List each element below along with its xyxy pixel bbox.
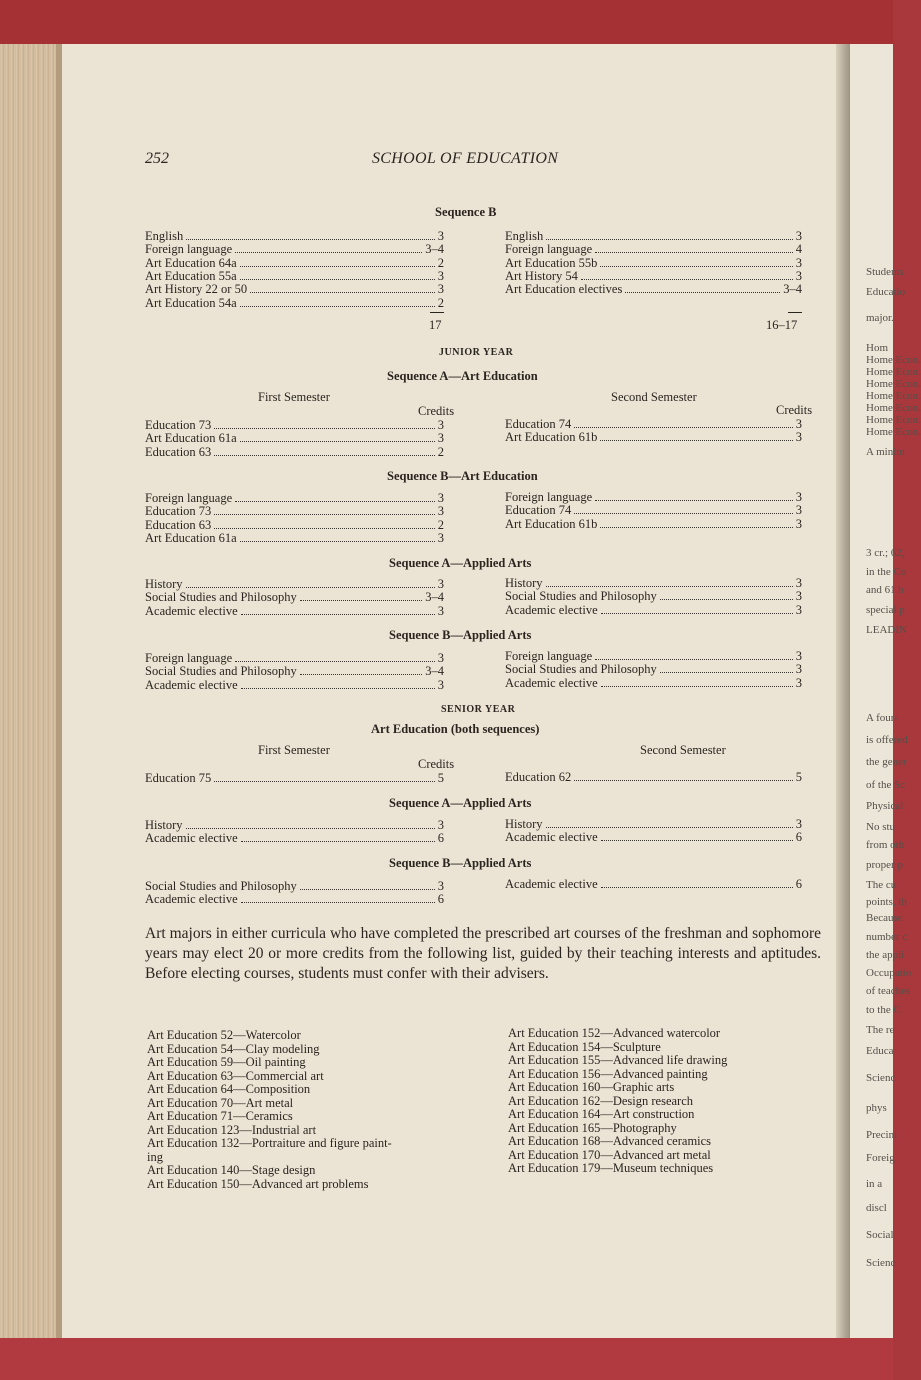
- course-name: Art Education 55b: [505, 255, 598, 270]
- page-number: 252: [145, 150, 169, 167]
- credit-row: [505, 430, 802, 444]
- course-credits: 3–4: [783, 282, 802, 297]
- semester-label: Second Semester: [611, 390, 697, 404]
- credit-row: [505, 242, 802, 256]
- facing-page-fragment: to the C: [866, 1004, 901, 1016]
- credit-row: [505, 576, 802, 590]
- course-name: Academic elective: [145, 677, 238, 692]
- facing-page-fragment: Educatio: [866, 286, 906, 298]
- course-list-item: Art Education 164—Art construction: [508, 1107, 695, 1121]
- facing-page-fragment: of teaches: [866, 985, 911, 997]
- course-list-item: Art Education 155—Advanced life drawing: [508, 1053, 728, 1067]
- leader-dots: [241, 841, 435, 842]
- credit-row: [145, 296, 444, 310]
- book-cover-top: [0, 0, 893, 44]
- facing-page-fragment: the appli: [866, 949, 905, 961]
- course-list-item: Art Education 63—Commercial art: [147, 1068, 324, 1083]
- running-title: SCHOOL OF EDUCATION: [372, 150, 559, 167]
- facing-page-fragment: and 61 h: [866, 584, 904, 596]
- course-list-item: Art Education 179—Museum techniques: [508, 1161, 714, 1175]
- course-name: Social Studies and Philosophy: [505, 589, 657, 604]
- course-credits: 3: [437, 879, 444, 893]
- credit-row: [505, 282, 802, 296]
- course-name: Education 73: [145, 418, 212, 432]
- course-credits: 3: [795, 516, 802, 531]
- book-cover-bottom: [0, 1338, 893, 1380]
- course-credits: 3–4: [425, 590, 444, 605]
- course-name: Foreign language: [145, 242, 233, 257]
- course-name: Art Education 61a: [145, 431, 237, 446]
- semester-label: Second Semester: [640, 743, 726, 757]
- course-list-item: Art Education 54—Clay modeling: [147, 1041, 320, 1056]
- leader-dots: [240, 279, 435, 280]
- course-name: Education 73: [145, 504, 212, 519]
- course-credits: 3: [437, 818, 444, 832]
- facing-page-fragment: major.: [866, 312, 894, 324]
- facing-page-fragment: Students: [866, 266, 904, 278]
- course-credits: 6: [437, 892, 444, 907]
- course-credits: 3: [437, 491, 444, 505]
- leader-dots: [600, 266, 792, 267]
- leader-dots: [546, 239, 793, 240]
- facing-page-fragment: Because: [866, 912, 903, 924]
- section-title: Sequence A—Art Education: [387, 369, 538, 383]
- facing-page-fragment: Educa: [866, 1045, 894, 1057]
- course-credits: 3: [795, 268, 802, 283]
- credit-row: [145, 282, 444, 296]
- course-credits: 3: [437, 603, 444, 618]
- leader-dots: [601, 887, 793, 888]
- credit-row: [145, 229, 444, 243]
- course-credits: 3: [437, 282, 444, 297]
- course-name: Art Education electives: [505, 282, 623, 297]
- course-credits: 3: [795, 430, 802, 445]
- course-credits: 3: [437, 677, 444, 692]
- leader-dots: [214, 781, 434, 782]
- course-list-item: Art Education 152—Advanced watercolor: [508, 1026, 721, 1040]
- facing-page-fragment: discl: [866, 1202, 887, 1214]
- course-credits: 3: [437, 229, 444, 243]
- leader-dots: [660, 672, 793, 673]
- credit-row: [145, 531, 444, 545]
- leader-dots: [186, 587, 435, 588]
- leader-dots: [574, 780, 792, 781]
- facing-page-fragment: phys: [866, 1102, 887, 1114]
- course-name: History: [145, 818, 183, 832]
- course-name: Art Education 55a: [145, 268, 237, 283]
- leader-dots: [625, 292, 780, 293]
- credit-row: [145, 431, 444, 445]
- leader-dots: [300, 889, 435, 890]
- course-list-item: Art Education 160—Graphic arts: [508, 1080, 675, 1094]
- course-credits: 3: [795, 649, 802, 663]
- leader-dots: [235, 252, 422, 253]
- leader-dots: [300, 674, 423, 675]
- credit-row: [145, 518, 444, 532]
- course-name: Art History 22 or 50: [145, 282, 248, 297]
- credit-row: [145, 242, 444, 256]
- leader-dots: [240, 266, 435, 267]
- leader-dots: [300, 600, 423, 601]
- course-credits: 2: [437, 444, 444, 459]
- course-name: Academic elective: [505, 877, 598, 891]
- total-rule: [430, 312, 444, 313]
- facing-page-fragment: Home Econ.: [866, 414, 921, 426]
- leader-dots: [581, 279, 793, 280]
- facing-page-fragment: LEADIN: [866, 624, 907, 636]
- course-name: Academic elective: [145, 892, 238, 907]
- course-name: Academic elective: [145, 603, 238, 618]
- course-list-item: Art Education 140—Stage design: [147, 1163, 316, 1177]
- course-name: History: [505, 817, 543, 831]
- credit-row: [505, 817, 802, 831]
- section-title: Sequence A—Applied Arts: [389, 556, 532, 570]
- course-name: Academic elective: [505, 675, 598, 690]
- facing-page-fragment: The re: [866, 1024, 895, 1036]
- course-name: Art History 54: [505, 268, 578, 283]
- leader-dots: [240, 541, 435, 542]
- course-list-item: Art Education 168—Advanced ceramics: [508, 1134, 712, 1148]
- total-rule: [788, 312, 802, 313]
- leader-dots: [186, 239, 435, 240]
- course-credits: 2: [437, 295, 444, 310]
- course-credits: 3–4: [425, 242, 444, 257]
- course-credits: 3: [437, 577, 444, 591]
- course-name: Education 63: [145, 517, 212, 532]
- credit-row: [145, 818, 444, 832]
- course-credits: 4: [795, 242, 802, 257]
- course-name: Foreign language: [505, 242, 593, 257]
- course-list-item: Art Education 170—Advanced art metal: [508, 1147, 711, 1162]
- leader-dots: [186, 828, 435, 829]
- leader-dots: [214, 455, 434, 456]
- facing-page-fragment: Home Econ.: [866, 426, 921, 438]
- facing-page-fragment: Occupatio: [866, 967, 912, 979]
- course-credits: 6: [437, 831, 444, 846]
- credit-row: [145, 651, 444, 665]
- course-name: Art Education 61b: [505, 516, 598, 531]
- facing-page-fragment: Social: [866, 1229, 894, 1241]
- leader-dots: [595, 500, 793, 501]
- credit-row: [505, 256, 802, 270]
- course-name: Academic elective: [505, 602, 598, 617]
- course-credits: 3: [437, 651, 444, 665]
- course-name: Education 74: [505, 417, 572, 431]
- course-list-item: Art Education 132—Portraiture and figure paint-: [147, 1136, 392, 1150]
- leader-dots: [250, 292, 435, 293]
- year-heading: JUNIOR YEAR: [439, 347, 514, 358]
- leader-dots: [546, 586, 793, 587]
- facing-page-fragment: A four-: [866, 712, 898, 724]
- course-credits: 3: [795, 503, 802, 518]
- course-credits: 3: [795, 602, 802, 617]
- course-name: English: [145, 229, 184, 243]
- semester-label: First Semester: [258, 743, 330, 757]
- facing-page-fragment: from oth: [866, 839, 905, 851]
- course-credits: 3: [795, 229, 802, 243]
- credit-row: [145, 664, 444, 678]
- course-name: Education 75: [145, 771, 212, 785]
- leader-dots: [235, 501, 435, 502]
- course-name: Social Studies and Philosophy: [505, 662, 657, 677]
- page-edges: [0, 44, 62, 1338]
- credit-row: [505, 517, 802, 531]
- course-list-item: Art Education 165—Photography: [508, 1120, 677, 1135]
- course-name: Education 63: [145, 444, 212, 459]
- course-name: Art Education 61a: [145, 530, 237, 545]
- facing-page-fragment: No stu: [866, 821, 896, 833]
- credit-row: [145, 771, 444, 785]
- facing-page-fragment: proper p: [866, 859, 903, 871]
- course-name: Foreign language: [145, 651, 233, 665]
- leader-dots: [240, 306, 435, 307]
- course-name: Art Education 61b: [505, 430, 598, 445]
- credit-row: [505, 490, 802, 504]
- semester-label: First Semester: [258, 390, 330, 404]
- course-credits: 3: [795, 576, 802, 590]
- credit-row: [505, 417, 802, 431]
- leader-dots: [214, 428, 434, 429]
- course-credits: 3: [437, 431, 444, 446]
- course-credits: 3: [437, 504, 444, 519]
- course-name: Education 74: [505, 503, 572, 518]
- credit-row: [505, 229, 802, 243]
- book-gutter: [836, 44, 850, 1338]
- facing-page-fragment: in a: [866, 1178, 883, 1190]
- course-credits: 3: [795, 675, 802, 690]
- leader-dots: [574, 513, 792, 514]
- leader-dots: [241, 902, 435, 903]
- course-name: Art Education 54a: [145, 295, 237, 310]
- credits-label: Credits: [418, 404, 455, 418]
- leader-dots: [595, 252, 793, 253]
- course-name: Foreign language: [145, 491, 233, 505]
- course-credits: 3: [795, 255, 802, 270]
- course-name: Academic elective: [145, 831, 238, 846]
- leader-dots: [214, 514, 434, 515]
- facing-page-fragment: The cu: [866, 879, 897, 891]
- facing-page-fragment: is offered: [866, 734, 908, 746]
- total-credits: 17: [429, 318, 442, 332]
- course-list-item: Art Education 154—Sculpture: [508, 1039, 661, 1054]
- course-credits: 3: [437, 418, 444, 432]
- course-credits: 6: [795, 877, 802, 891]
- credit-row: [505, 662, 802, 676]
- leader-dots: [574, 427, 792, 428]
- leader-dots: [595, 659, 793, 660]
- facing-page-edge: [850, 44, 921, 1338]
- credits-label: Credits: [776, 403, 813, 417]
- facing-page-fragment: Home Econ.: [866, 378, 921, 390]
- course-name: Foreign language: [505, 649, 593, 663]
- course-list-item: Art Education 64—Composition: [147, 1082, 311, 1096]
- course-list-item: Art Education 59—Oil painting: [147, 1055, 306, 1069]
- facing-page-fragment: Home Econ.: [866, 354, 921, 366]
- course-name: Social Studies and Philosophy: [145, 664, 297, 679]
- credit-row: [505, 649, 802, 663]
- course-list-item: Art Education 162—Design research: [508, 1093, 694, 1108]
- leader-dots: [660, 599, 793, 600]
- course-list-item: ing: [147, 1149, 163, 1164]
- facing-page-fragment: A minim: [866, 446, 905, 458]
- facing-page-fragment: Hom: [866, 342, 888, 354]
- course-name: History: [505, 576, 543, 590]
- course-list-item: Art Education 71—Ceramics: [147, 1109, 293, 1123]
- course-list-item: Art Education 52—Watercolor: [147, 1028, 301, 1042]
- course-credits: 6: [795, 830, 802, 845]
- elective-paragraph: Art majors in either curricula who have completed the prescribed art courses of the freshman and sophomore years may elect 20 or more credits from the following list, guided by their teaching interests and aptitudes. Before electing courses, students must confer with their advisers.: [145, 925, 821, 982]
- facing-page-fragment: special p: [866, 604, 905, 616]
- section-title: Sequence B—Art Education: [387, 469, 538, 483]
- credit-row: [145, 445, 444, 459]
- course-name: Social Studies and Philosophy: [145, 590, 297, 605]
- section-title: Sequence B: [435, 205, 497, 219]
- leader-dots: [601, 613, 793, 614]
- course-credits: 3: [795, 662, 802, 677]
- facing-page-fragment: Scienc: [866, 1072, 896, 1084]
- credit-row: [145, 892, 444, 906]
- credit-row: [505, 830, 802, 844]
- leader-dots: [601, 686, 793, 687]
- facing-page-fragment: points, th: [866, 896, 907, 908]
- course-name: Education 62: [505, 770, 572, 784]
- section-title: Sequence B—Applied Arts: [389, 628, 532, 642]
- leader-dots: [241, 614, 435, 615]
- course-name: Art Education 64a: [145, 255, 237, 270]
- credit-row: [145, 831, 444, 845]
- section-title: Sequence A—Applied Arts: [389, 796, 532, 810]
- facing-page-fragment: Home Econ.: [866, 366, 921, 378]
- credit-row: [505, 269, 802, 283]
- course-name: Foreign language: [505, 490, 593, 504]
- course-credits: 2: [437, 517, 444, 532]
- facing-page-fragment: Foreig: [866, 1152, 895, 1164]
- course-name: History: [145, 577, 183, 591]
- course-list-item: Art Education 150—Advanced art problems: [147, 1176, 369, 1191]
- leader-dots: [241, 688, 435, 689]
- leader-dots: [546, 827, 793, 828]
- leader-dots: [214, 528, 434, 529]
- credit-row: [145, 590, 444, 604]
- facing-page-fragment: Precini: [866, 1129, 898, 1141]
- course-name: English: [505, 229, 544, 243]
- facing-page-fragment: Physical: [866, 800, 904, 812]
- section-title: Art Education (both sequences): [371, 722, 540, 736]
- credit-row: [145, 269, 444, 283]
- leader-dots: [600, 440, 792, 441]
- section-title: Sequence B—Applied Arts: [389, 856, 532, 870]
- credit-row: [145, 491, 444, 505]
- credit-row: [145, 577, 444, 591]
- credit-row: [505, 877, 802, 891]
- course-credits: 3: [795, 490, 802, 504]
- course-name: Academic elective: [505, 830, 598, 845]
- credit-row: [145, 678, 444, 692]
- course-credits: 3: [795, 817, 802, 831]
- course-list-item: Art Education 156—Advanced painting: [508, 1066, 708, 1081]
- course-credits: 2: [437, 255, 444, 270]
- course-credits: 3–4: [425, 664, 444, 679]
- credit-row: [145, 604, 444, 618]
- facing-page-fragment: 3 cr.; 62,: [866, 547, 905, 559]
- total-credits: 16–17: [766, 318, 798, 332]
- credit-row: [505, 603, 802, 617]
- year-heading: SENIOR YEAR: [441, 704, 516, 715]
- course-credits: 3: [795, 589, 802, 604]
- leader-dots: [601, 840, 793, 841]
- facing-page-fragment: Home Econ.: [866, 390, 921, 402]
- credit-row: [505, 770, 802, 784]
- leader-dots: [240, 441, 435, 442]
- credit-row: [505, 589, 802, 603]
- course-credits: 3: [795, 417, 802, 431]
- facing-page-fragment: Scienc: [866, 1257, 896, 1269]
- facing-page-fragment: of the Sc: [866, 779, 906, 791]
- leader-dots: [600, 527, 792, 528]
- credit-row: [145, 504, 444, 518]
- facing-page-fragment: the gener: [866, 756, 907, 768]
- credit-row: [505, 676, 802, 690]
- course-credits: 3: [437, 530, 444, 545]
- course-credits: 3: [437, 268, 444, 283]
- course-name: Social Studies and Philosophy: [145, 879, 297, 893]
- credit-row: [505, 503, 802, 517]
- course-list-item: Art Education 70—Art metal: [147, 1095, 294, 1110]
- credits-label: Credits: [418, 757, 455, 771]
- credit-row: [145, 256, 444, 270]
- leader-dots: [235, 661, 435, 662]
- facing-page-fragment: number c: [866, 931, 908, 943]
- course-list-item: Art Education 123—Industrial art: [147, 1122, 317, 1137]
- facing-page-fragment: Home Econ.: [866, 402, 921, 414]
- course-credits: 5: [437, 771, 444, 785]
- facing-page-fragment: in the Co: [866, 566, 907, 578]
- course-credits: 5: [795, 770, 802, 784]
- credit-row: [145, 418, 444, 432]
- credit-row: [145, 879, 444, 893]
